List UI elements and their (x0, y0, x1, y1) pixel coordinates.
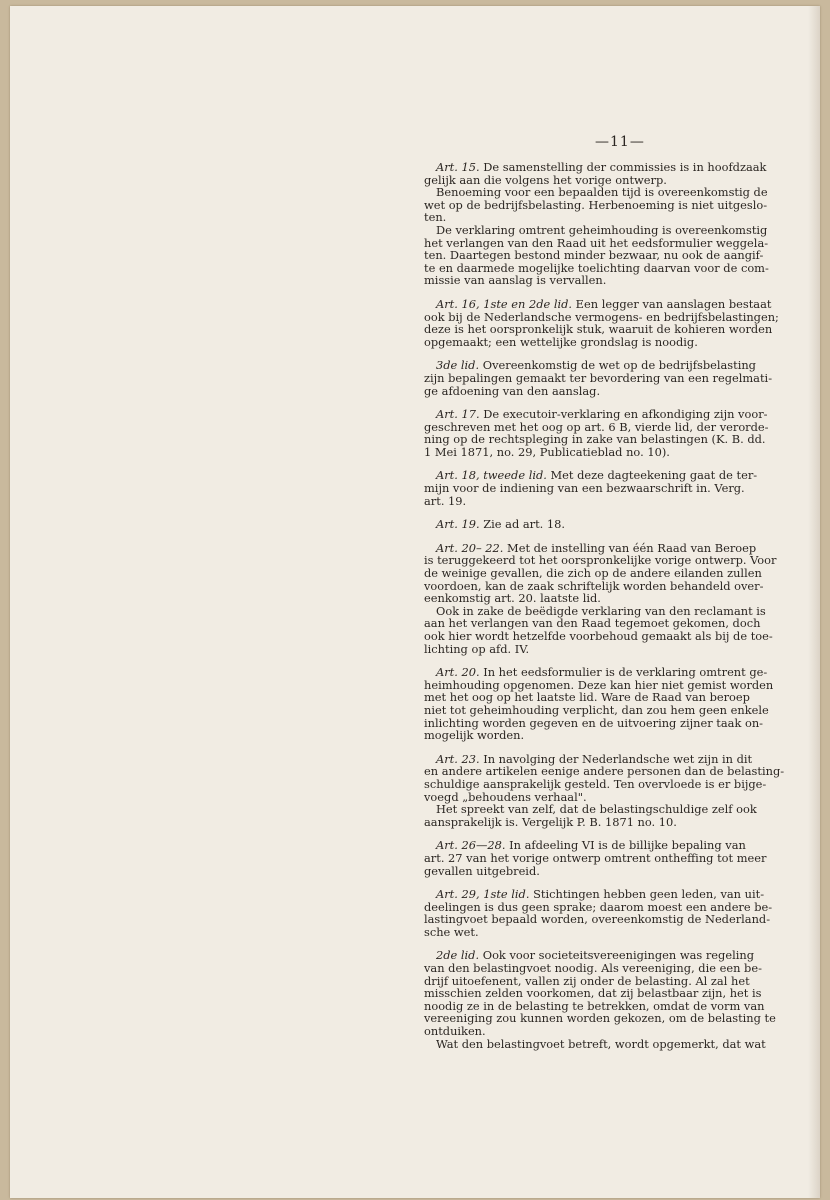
line-text: voegd „behoudens verhaal". (424, 789, 587, 804)
line-text: is teruggekeerd tot het oorspronkelijke vorige ontwerp. Voor (424, 553, 777, 568)
line-text: de weinige gevallen, die zich op de andere eilanden zullen (424, 566, 762, 581)
text-column (424, 161, 786, 1061)
line-text: geschreven met het oog op art. 6 B, vierde lid, der verorde- (424, 419, 769, 434)
article-paragraph (424, 359, 786, 397)
article-paragraph (424, 518, 786, 531)
line-text: voordoen, kan de zaak schriftelijk worden behandeld over- (424, 578, 764, 593)
article-label: Art. 20. (436, 665, 480, 680)
line-text: wet op de bedrijfsbelasting. Herbenoeming is niet uitgeslo- (424, 197, 768, 212)
line-text: ge afdoening van den aanslag. (424, 383, 601, 398)
article-paragraph (424, 161, 786, 287)
line-text: Een legger van aanslagen bestaat (572, 296, 772, 311)
line-text: lichting op afd. IV. (424, 641, 530, 656)
document-page (10, 6, 820, 1198)
article-label: Art. 16, 1ste en 2de lid. (436, 296, 573, 311)
line-text: mijn voor de indiening van een bezwaarschrift in. Verg. (424, 481, 745, 496)
line-text: noodig ze in de belasting te betrekken, omdat de vorm van (424, 998, 765, 1013)
article-label: Art. 19. (436, 517, 480, 532)
text-line (424, 482, 786, 495)
line-text: met het oog op het laatste lid. Ware de Raad van beroep (424, 690, 750, 705)
line-text: In afdeeling VI is de billijke bepaling van (505, 838, 746, 853)
article-paragraph (424, 949, 786, 1050)
line-text: van den belastingvoet noodig. Als vereeniging, die een be- (424, 961, 762, 976)
text-line (424, 518, 786, 531)
line-text: schuldige aansprakelijk gesteld. Ten overvloede is er bijge- (424, 776, 767, 791)
line-text: ning op de rechtspleging in zake van belastingen (K. B. dd. (424, 432, 766, 447)
article-paragraph (424, 542, 786, 655)
line-text: De executoir-verklaring en afkondiging zijn voor- (479, 407, 768, 422)
line-text: art. 19. (424, 493, 467, 508)
article-label: Art. 23. (436, 751, 480, 766)
line-text: te en daarmede mogelijke toelichting daarvan voor de com- (424, 260, 769, 275)
line-text: Wat den belastingvoet betreft, wordt opgemerkt, dat wat (436, 1036, 766, 1051)
line-text: niet tot geheimhouding verplicht, dan zou hem geen enkele (424, 702, 769, 717)
line-text: lastingvoet bepaald worden, overeenkomstig de Nederland- (424, 912, 771, 927)
line-text: het verlangen van den Raad uit het eedsformulier weggela- (424, 235, 769, 250)
text-line (424, 199, 786, 212)
line-text: Stichtingen hebben geen leden, van uit- (529, 887, 765, 902)
line-text: deelingen is dus geen sprake; daarom moest een andere be- (424, 899, 773, 914)
line-text: inlichting worden gegeven en de uitvoering zijner taak on- (424, 715, 764, 730)
line-text: 1 Mei 1871, no. 29, Publicatieblad no. 10). (424, 444, 670, 459)
line-text: mogelijk worden. (424, 728, 525, 743)
article-paragraph (424, 469, 786, 507)
line-text: gelijk aan die volgens het vorige ontwerp. (424, 172, 667, 187)
line-text: misschien zelden voorkomen, dat zij belastbaar zijn, het is (424, 986, 762, 1001)
line-text: ten. Daartegen bestond minder bezwaar, nu ook de aangif- (424, 248, 764, 263)
line-text: Met deze dagteekening gaat de ter- (546, 468, 758, 483)
line-text: In het eedsformulier is de verklaring omtrent ge- (479, 665, 768, 680)
page-edge-shadow (808, 6, 820, 1198)
article-label: 2de lid. (436, 948, 480, 963)
line-text: Overeenkomstig de wet op de bedrijfsbelasting (479, 358, 756, 373)
line-text: zijn bepalingen gemaakt ter bevordering van een regelmati- (424, 370, 773, 385)
article-label: Art. 17. (436, 407, 480, 422)
text-line (424, 336, 786, 349)
line-text: vereeniging zou kunnen worden gekozen, om de belasting te (424, 1011, 776, 1026)
article-label: Art. 26—28. (436, 838, 506, 853)
article-paragraph (424, 839, 786, 877)
line-text: Ook voor societeitsvereenigingen was regeling (479, 948, 754, 963)
article-paragraph (424, 888, 786, 938)
article-label: 3de lid. (436, 358, 480, 373)
line-text: art. 27 van het vorige ontwerp omtrent ontheffing tot meer (424, 850, 767, 865)
line-text: heimhouding opgenomen. Deze kan hier niet gemist worden (424, 677, 774, 692)
text-line (424, 926, 786, 939)
article-paragraph (424, 666, 786, 742)
line-text: De verklaring omtrent geheimhouding is overeenkomstig (436, 222, 768, 237)
text-line (424, 446, 786, 459)
line-text: ook hier wordt hetzelfde voorbehoud gemaakt als bij de toe- (424, 629, 773, 643)
line-text: De samenstelling der commissies is in hoofdzaak (479, 160, 767, 174)
page-number: —11— (595, 134, 645, 150)
text-line (424, 274, 786, 287)
text-line (424, 385, 786, 398)
article-label: Art. 15. (436, 160, 480, 174)
line-text: gevallen uitgebreid. (424, 863, 540, 878)
article-paragraph (424, 298, 786, 348)
line-text: drijf uitoefenent, vallen zij onder de belasting. Al zal het (424, 973, 750, 988)
line-text: Het spreekt van zelf, dat de belastingschuldige zelf ook (436, 802, 757, 817)
text-line (424, 865, 786, 878)
line-text: opgemaakt; een wettelijke grondslag is noodig. (424, 334, 698, 349)
line-text: aansprakelijk is. Vergelijk P. B. 1871 no. 10. (424, 814, 677, 829)
line-text: deze is het oorspronkelijk stuk, waaruit de kohieren worden (424, 322, 773, 337)
line-text: missie van aanslag is vervallen. (424, 273, 607, 288)
line-text: sche wet. (424, 924, 479, 939)
line-text: ten. (424, 210, 447, 225)
article-label: Art. 20– 22. (436, 540, 504, 555)
line-text: en andere artikelen eenige andere personen dan de belasting- (424, 764, 785, 779)
text-line (424, 816, 786, 829)
line-text: In navolging der Nederlandsche wet zijn in dit (479, 751, 753, 766)
text-line (424, 495, 786, 508)
text-line (424, 643, 786, 656)
article-label: Art. 18, tweede lid. (436, 468, 547, 483)
article-paragraph (424, 753, 786, 829)
line-text: Ook in zake de beëdigde verklaring van den reclamant is (436, 603, 766, 618)
line-text: Zie ad art. 18. (479, 517, 566, 532)
line-text: Met de instelling van één Raad van Beroep (503, 540, 757, 555)
line-text: ook bij de Nederlandsche vermogens- en bedrijfsbelastingen; (424, 309, 779, 324)
article-label: Art. 29, 1ste lid. (436, 887, 530, 902)
line-text: eenkomstig art. 20. laatste lid. (424, 591, 601, 606)
line-text: aan het verlangen van den Raad tegemoet gekomen, doch (424, 616, 761, 631)
article-paragraph (424, 408, 786, 458)
line-text: ontduiken. (424, 1024, 486, 1039)
text-line (424, 729, 786, 742)
text-line (424, 1038, 786, 1051)
line-text: Benoeming voor een bepaalden tijd is overeenkomstig de (436, 185, 768, 200)
